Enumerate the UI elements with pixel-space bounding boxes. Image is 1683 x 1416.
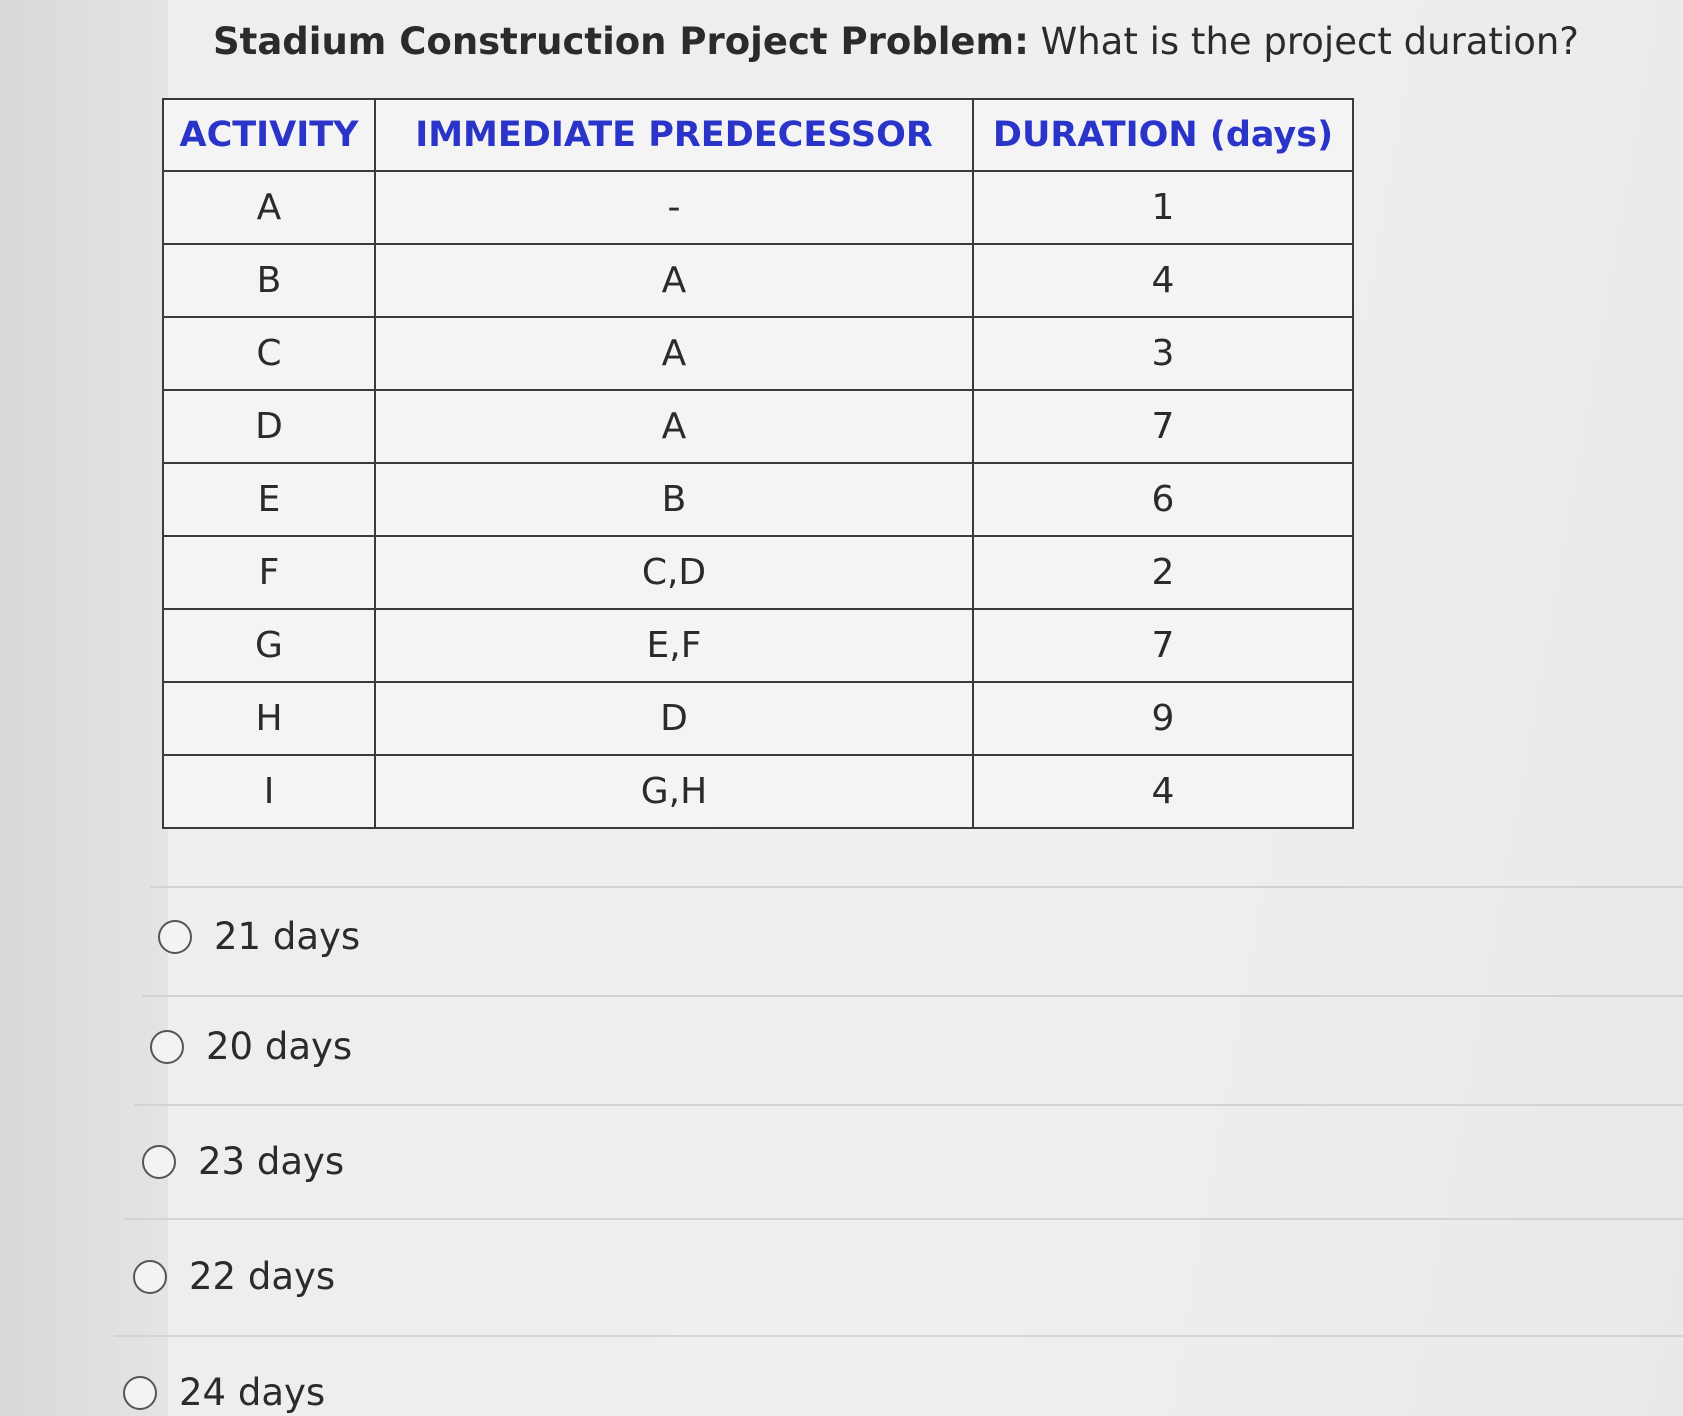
header-immediate-predecessor: IMMEDIATE PREDECESSOR (375, 99, 973, 171)
option-24-days[interactable] (123, 1371, 325, 1414)
option-label: 24 days (179, 1371, 326, 1414)
radio-button[interactable] (123, 1376, 157, 1410)
option-divider (134, 1104, 1683, 1106)
table-row (163, 755, 1353, 828)
radio-button[interactable] (142, 1145, 176, 1179)
cell-predecessor: C,D (375, 536, 973, 609)
cell-predecessor: - (375, 171, 973, 244)
table-row (163, 536, 1353, 609)
cell-activity: A (163, 171, 375, 244)
table-row (163, 244, 1353, 317)
header-duration: DURATION (days) (973, 99, 1353, 171)
cell-predecessor: G,H (375, 755, 973, 828)
cell-duration: 6 (973, 463, 1353, 536)
cell-activity: D (163, 390, 375, 463)
option-divider (142, 995, 1683, 997)
radio-button[interactable] (158, 920, 192, 954)
option-label: 20 days (206, 1025, 353, 1068)
cell-predecessor: B (375, 463, 973, 536)
cell-activity: E (163, 463, 375, 536)
table-row (163, 609, 1353, 682)
page-edge (0, 0, 169, 1416)
table-row (163, 682, 1353, 755)
header-activity: ACTIVITY (163, 99, 375, 171)
cell-predecessor: A (375, 317, 973, 390)
cell-predecessor: E,F (375, 609, 973, 682)
question-title-text: What is the project duration? (1028, 20, 1579, 63)
table-header-row (163, 99, 1353, 171)
table-row (163, 463, 1353, 536)
question-title-bold: Stadium Construction Project Problem: (213, 20, 1029, 63)
option-divider (114, 1335, 1683, 1337)
option-21-days[interactable] (158, 915, 360, 958)
option-label: 22 days (189, 1255, 336, 1298)
cell-duration: 4 (973, 244, 1353, 317)
option-20-days[interactable] (150, 1025, 352, 1068)
option-divider (124, 1218, 1683, 1220)
cell-activity: I (163, 755, 375, 828)
cell-duration: 2 (973, 536, 1353, 609)
radio-button[interactable] (150, 1030, 184, 1064)
cell-predecessor: A (375, 244, 973, 317)
cell-activity: H (163, 682, 375, 755)
cell-activity: C (163, 317, 375, 390)
option-22-days[interactable] (133, 1255, 335, 1298)
table-row (163, 317, 1353, 390)
cell-predecessor: D (375, 682, 973, 755)
cell-duration: 9 (973, 682, 1353, 755)
cell-activity: G (163, 609, 375, 682)
cell-duration: 7 (973, 390, 1353, 463)
table-row (163, 171, 1353, 244)
cell-duration: 3 (973, 317, 1353, 390)
cell-activity: B (163, 244, 375, 317)
option-label: 21 days (214, 915, 361, 958)
cell-duration: 1 (973, 171, 1353, 244)
option-label: 23 days (198, 1140, 345, 1183)
radio-button[interactable] (133, 1260, 167, 1294)
cell-duration: 4 (973, 755, 1353, 828)
activity-table (162, 98, 1354, 829)
cell-predecessor: A (375, 390, 973, 463)
option-23-days[interactable] (142, 1140, 344, 1183)
cell-duration: 7 (973, 609, 1353, 682)
table-row (163, 390, 1353, 463)
cell-activity: F (163, 536, 375, 609)
option-divider (150, 886, 1683, 888)
question-title (213, 20, 1579, 63)
